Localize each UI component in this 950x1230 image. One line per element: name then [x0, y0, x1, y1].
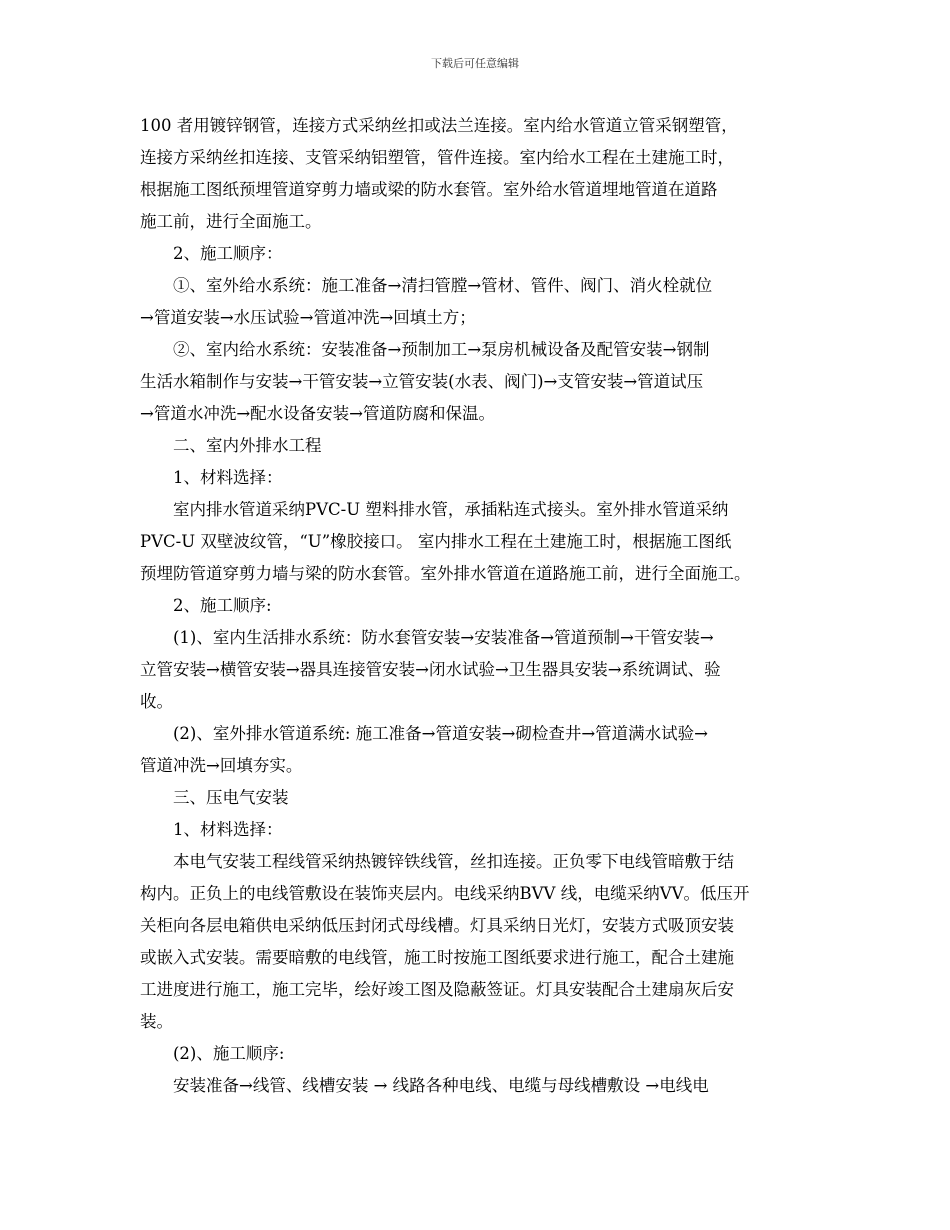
text-line: 安装准备→线管、线槽安装 → 线路各种电线、电缆与母线槽敷设 →电线电	[173, 1076, 709, 1095]
text-line: 立管安装→横管安装→器具连接管安装→闭水试验→卫生器具安装→系统调试、验	[140, 660, 721, 679]
section-heading: 三、压电气安装	[173, 788, 289, 807]
text-line: 工进度进行施工，施工完毕，绘好竣工图及隐蔽签证。灯具安装配合土建扇灰后安	[140, 980, 734, 999]
text-line: 或嵌入式安装。需要暗敷的电线管，施工时按施工图纸要求进行施工，配合土建施	[140, 948, 734, 967]
section-heading: 2、施工顺序:	[173, 596, 272, 615]
text-line: →管道安装→水压试验→管道冲洗→回填土方；	[140, 308, 476, 327]
text-line: ①、室外给水系统：施工准备→清扫管膛→管材、管件、阀门、消火栓就位	[173, 276, 713, 295]
text-line: 生活水箱制作与安装→干管安装→立管安装(水表、阀门)→支管安装→管道试压	[140, 372, 704, 391]
section-heading: 1、材料选择：	[173, 820, 283, 839]
text-line: 装。	[140, 1012, 173, 1031]
text-line: 管道冲洗→回填夯实。	[140, 756, 303, 775]
page-header: 下载后可任意编辑	[431, 57, 519, 70]
section-heading: 二、室内外排水工程	[173, 436, 322, 455]
text-line: PVC-U 双壁波纹管，“U”橡胶接口。 室内排水工程在土建施工时，根据施工图纸	[140, 532, 732, 551]
text-line: 连接方采纳丝扣连接、支管采纳铝塑管，管件连接。室内给水工程在土建施工时，	[140, 148, 734, 167]
document-body	[140, 110, 820, 1102]
text-line: 预埋防管道穿剪力墙与梁的防水套管。室外排水管道在道路施工前，进行全面施工。	[140, 564, 751, 583]
text-line: 关柜向各层电箱供电采纳低压封闭式母线槽。灯具采纳日光灯，安装方式吸顶安装	[140, 916, 734, 935]
text-line: 100 者用镀锌钢管，连接方式采纳丝扣或法兰连接。室内给水管道立管采钢塑管，	[140, 116, 738, 135]
text-line: 本电气安装工程线管采纳热镀锌铁线管，丝扣连接。正负零下电线管暗敷于结	[173, 852, 734, 871]
text-line: 室内排水管道采纳PVC-U 塑料排水管，承插粘连式接头。室外排水管道采纳	[173, 500, 729, 519]
text-line: 施工前，进行全面施工。	[140, 212, 322, 231]
text-line: 构内。正负上的电线管敷设在装饰夹层内。电线采纳BVV 线，电缆采纳VV。低压开	[140, 884, 750, 903]
text-line: ②、室内给水系统：安装准备→预制加工→泵房机械设备及配管安装→钢制	[173, 340, 710, 359]
section-heading: 1、材料选择：	[173, 468, 283, 487]
text-line: 根据施工图纸预埋管道穿剪力墙或梁的防水套管。室外给水管道埋地管道在道路	[140, 180, 718, 199]
text-line: 收。	[140, 692, 173, 711]
section-heading: 2、施工顺序：	[173, 244, 283, 263]
text-line: (1)、室内生活排水系统：防水套管安装→安装准备→管道预制→干管安装→	[173, 628, 714, 647]
section-heading: (2)、施工顺序:	[173, 1044, 285, 1063]
text-line: (2)、室外排水管道系统: 施工准备→管道安装→砌检查井→管道满水试验→	[173, 724, 708, 743]
text-line: →管道水冲洗→配水设备安装→管道防腐和保温。	[140, 404, 495, 423]
